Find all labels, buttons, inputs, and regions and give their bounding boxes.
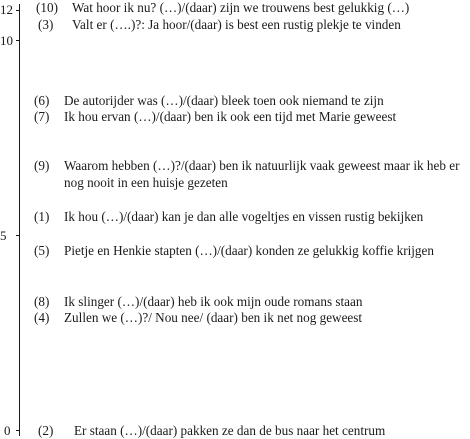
- item-number: (7): [34, 109, 50, 124]
- axis-line: [19, 4, 20, 436]
- item-number: (5): [34, 243, 50, 258]
- item-text: Zullen we (…)?/ Nou nee/ (daar) ben ik net nog geweest: [64, 310, 363, 325]
- item-number: (6): [34, 93, 50, 108]
- item-text: De autorijder was (…)/(daar) bleek toen ook niemand te zijn: [64, 93, 384, 108]
- axis-label-12: 12: [0, 2, 13, 17]
- item-text: Valt er (….)?: Ja hoor/(daar) is best een rustig plekje te vinden: [72, 17, 401, 32]
- item-text: Waarom hebben (…)?/(daar) ben ik natuurlijk vaak geweest maar ik heb er nog nooit in een huisje gezeten: [64, 158, 460, 190]
- item-text: Er staan (…)/(daar) pakken ze dan de bus naar het centrum: [74, 423, 386, 438]
- item-text: Ik slinger (…)/(daar) heb ik ook mijn oude romans staan: [64, 294, 363, 309]
- item-number: (4): [34, 310, 50, 325]
- axis-tick-5: [16, 235, 20, 236]
- item-text: Pietje en Henkie stapten (…)/(daar) konden ze gelukkig koffie krijgen: [64, 243, 434, 258]
- axis-label-0: 0: [4, 423, 11, 438]
- axis-tick-10: [16, 40, 20, 41]
- item-number: (8): [34, 294, 50, 309]
- axis-tick-12: [16, 10, 20, 11]
- item-number: (1): [34, 209, 50, 224]
- item-text: Ik hou (…)/(daar) kan je dan alle vogeltjes en vissen rustig bekijken: [64, 209, 424, 224]
- item-number: (2): [38, 423, 54, 438]
- item-number: (9): [34, 158, 50, 173]
- axis-tick-0: [16, 430, 20, 431]
- axis-label-5: 5: [0, 228, 7, 243]
- item-text: Wat hoor ik nu? (…)/(daar) zijn we trouwens best gelukkig (…): [72, 0, 410, 15]
- axis-label-10: 10: [0, 33, 13, 48]
- item-text: Ik hou ervan (…)/(daar) ben ik ook een tijd met Marie geweest: [64, 109, 397, 124]
- item-number: (3): [38, 17, 54, 32]
- item-number: (10): [36, 0, 58, 15]
